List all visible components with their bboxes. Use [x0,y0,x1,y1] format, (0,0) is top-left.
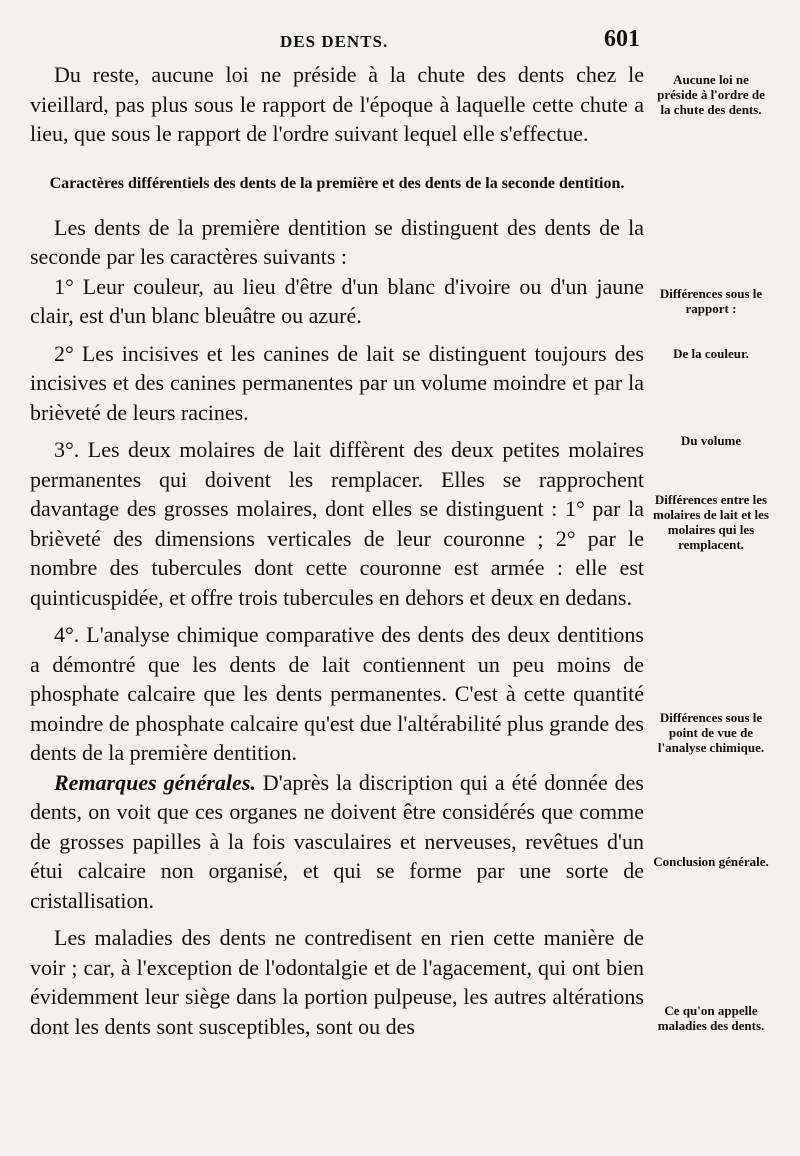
paragraph-diseases: Les maladies des dents ne contredisent en rien cette manière de voir ; car, à l'exception de l'odontalgie et de l'agacement, qui ont bien évidemment leur siège dans la portion pulpeuse, les autres altérations dont les dents sont susceptibles, sont ou des [30,925,644,1039]
running-title: DES DENTS. [280,32,389,51]
paragraph-volume: 2° Les incisives et les canines de lait se distinguent toujours des incisives et des canines permanentes par un volume moindre et par la brièveté de leurs racines. [30,340,644,425]
general-remarks-text: D'après la discription qui a été donnée des dents, on voit que ces organes ne doivent être considérés que comme de grosses papilles à la fois vasculaires et nerveuses, revêtues d'un étui calcaire non organisé, et qui se forme par une sorte de cristallisation. [30,769,644,913]
margin-note-chemical: Différences sous le point de vue de l'analyse chimique. [657,710,765,755]
paragraph-chemical-analysis: 4°. L'analyse chimique comparative des dents des deux dentitions a démontré que les dents de lait contiennent un peu moins de phosphate calcaire que les dents permanentes. C'est à cette quantité moindre de phosphate calcaire qu'est due l'altérabilité plus grande des dents de la première dentition. [30,622,644,765]
margin-note-conclusion: Conclusion générale. [653,854,769,869]
paragraph-colour: 1° Leur couleur, au lieu d'être d'un blanc d'ivoire ou d'un jaune clair, est d'un blanc bleuâtre ou azuré. [30,273,644,328]
main-text-column [30,60,644,1041]
page-number: 601 [604,26,640,52]
margin-note-diseases: Ce qu'on appelle maladies des dents. [657,1003,765,1033]
margin-note-chute-order: Aucune loi ne préside à l'ordre de la chute des dents. [657,72,765,117]
paragraph-molars: 3°. Les deux molaires de lait diffèrent des deux petites molaires permanentes qui doivent les remplacer. Elles se rapprochent davantage des grosses molaires, dont elles se distinguent : 1° par la brièveté des dimensions verticales de leur couronne ; 2° par le nombre des tubercules dont cette couronne est armée : elle est quinticuspidée, et offre trois tubercules en dehors et deux en dedans. [30,437,644,610]
paragraph-general-remarks [30,768,644,916]
section-heading: Caractères différentiels des dents de la première et des dents de la seconde dentition. [49,174,625,192]
page-header [0,26,800,56]
paragraph-intro-characters: Les dents de la première dentition se distinguent des dents de la seconde par les caractères suivants : [30,214,644,269]
margin-note-molars: Différences entre les molaires de lait et les molaires qui les remplacent. [652,492,769,552]
paragraph-old-age-tooth-loss: Du reste, aucune loi ne préside à la chute des dents chez le vieillard, pas plus sous le rapport de l'époque à laquelle cette chute a lieu, que sous le rapport de l'ordre suivant lequel elle s'effectue. [30,62,644,146]
margin-note-differences: Différences sous le rapport : [659,286,763,316]
general-remarks-lead: Remarques générales. [54,769,256,795]
margin-note-volume: Du volume [680,433,742,448]
margin-note-colour: De la couleur. [673,346,749,361]
